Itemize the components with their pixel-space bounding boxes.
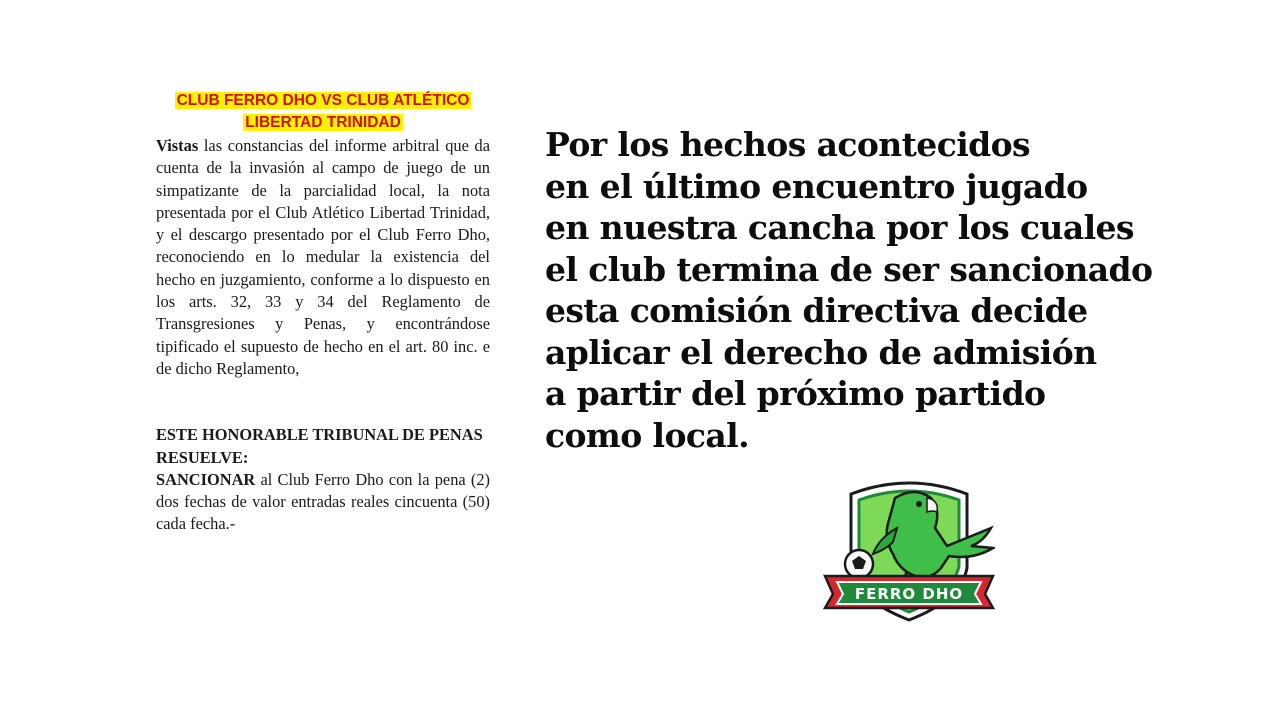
announcement-line: esta comisión directiva decide bbox=[545, 291, 1088, 330]
announcement-line: en nuestra cancha por los cuales bbox=[545, 208, 1134, 247]
tribunal-heading: ESTE HONORABLE TRIBUNAL DE PENAS bbox=[156, 425, 483, 445]
announcement-line: el club termina de ser sancionado bbox=[545, 249, 1153, 289]
vistas-paragraph bbox=[156, 135, 490, 380]
resolution-document bbox=[156, 90, 490, 536]
announcement-text bbox=[545, 124, 1185, 456]
announcement-line: a partir del próximo partido bbox=[545, 374, 1046, 413]
parrot-eye bbox=[916, 501, 922, 507]
vistas-body: las constancias del informe arbitral que da cuenta de la invasión al campo de juego de un simpatizante de la parcialidad local, la nota presentada por el Club Atlético Libertad Trinidad, y el descargo presentado por el Club Ferro Dho, reconociendo en lo medular la existencia del hecho en juzgamiento, conforme a lo dispuesto en los arts. 32, 33 y 34 del Reglamento de Transgresiones y Penas, y encontrándose tipificado el supuesto de hecho en el art. 80 inc. e de dicho Reglamento, bbox=[156, 136, 490, 378]
resuelve-heading: RESUELVE: bbox=[156, 447, 249, 467]
club-crest-logo bbox=[823, 476, 995, 622]
sancion-paragraph bbox=[156, 469, 490, 536]
crest-banner-text: FERRO DHO bbox=[854, 585, 964, 603]
announcement-line: en el último encuentro jugado bbox=[545, 166, 1088, 206]
announcement-line: como local. bbox=[545, 415, 749, 455]
sancion-lead: SANCIONAR bbox=[156, 469, 256, 489]
sancion-body: al Club Ferro Dho con la pena (2) dos fechas de valor entradas reales cincuenta (50) cada fecha.- bbox=[156, 469, 490, 534]
headline-line-1: CLUB FERRO DHO VS CLUB ATLÉTICO bbox=[176, 92, 470, 109]
announcement-line: Por los hechos acontecidos bbox=[545, 125, 1030, 164]
headline-line-2: LIBERTAD TRINIDAD bbox=[245, 114, 401, 131]
vistas-lead: Vistas bbox=[156, 136, 199, 155]
resolution-headline bbox=[156, 90, 490, 134]
announcement-line: aplicar el derecho de admisión bbox=[545, 332, 1097, 372]
